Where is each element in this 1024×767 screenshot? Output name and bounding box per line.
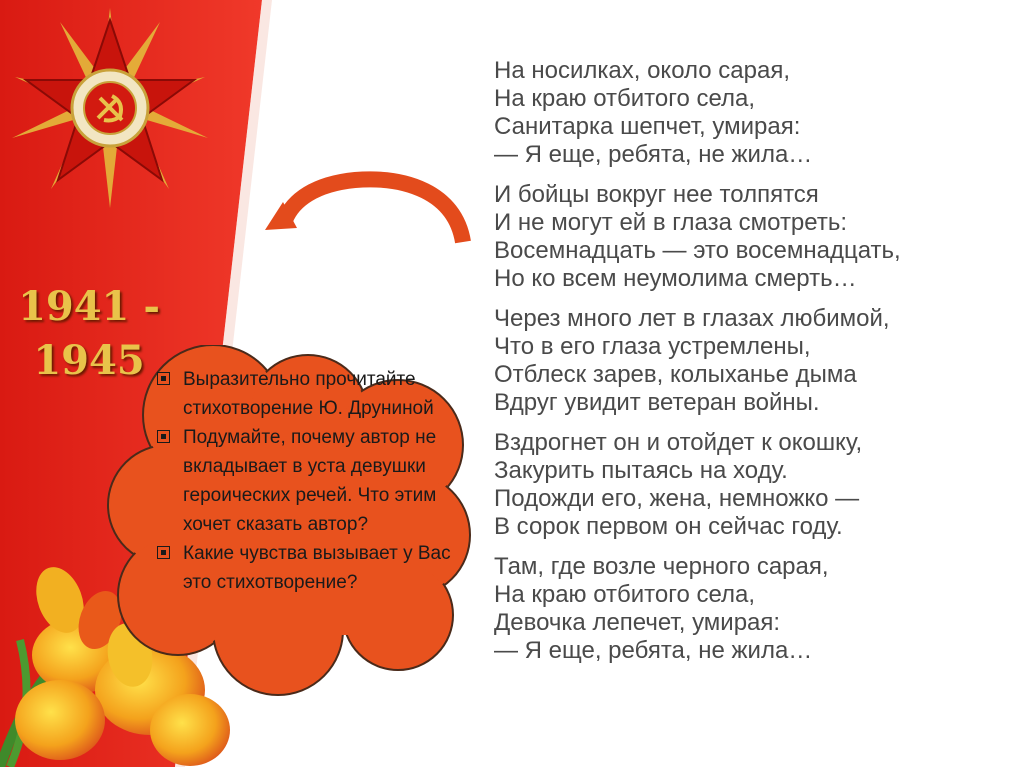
- poem-line: Закурить пытаясь на ходу.: [494, 457, 788, 484]
- poem-line: И бойцы вокруг нее толпятся: [494, 181, 819, 208]
- task-list: [155, 365, 455, 597]
- poem-line: Вздрогнет он и отойдет к окошку,: [494, 429, 863, 456]
- poem-line: Санитарка шепчет, умирая:: [494, 113, 801, 140]
- year-end: 1945: [33, 337, 145, 384]
- poem-line: Восемнадцать — это восемнадцать,: [494, 237, 901, 264]
- checkbox-bullet-icon: [157, 430, 170, 443]
- poem-stanza: [494, 553, 1014, 665]
- checkbox-bullet-icon: [157, 372, 170, 385]
- poem-line: Отблеск зарев, колыханье дыма: [494, 361, 857, 388]
- poem-line: Но ко всем неумолима смерть…: [494, 265, 857, 292]
- poem-stanza: [494, 57, 1014, 169]
- poem-line: — Я еще, ребята, не жила…: [494, 141, 813, 168]
- order-star-icon: [0, 0, 240, 240]
- poem-line: Девочка лепечет, умирая:: [494, 609, 781, 636]
- year-start: 1941 -: [18, 283, 160, 330]
- poem-line: На краю отбитого села,: [494, 85, 756, 112]
- checkbox-bullet-icon: [157, 546, 170, 559]
- task-item: Выразительно прочитайте стихотворение Ю. Друниной: [155, 365, 455, 423]
- poem-line: Там, где возле черного сарая,: [494, 553, 829, 580]
- poem-line: На краю отбитого села,: [494, 581, 756, 608]
- poem-line: Вдруг увидит ветеран войны.: [494, 389, 820, 416]
- task-item: Какие чувства вызывает у Вас это стихотворение?: [155, 539, 455, 597]
- poem-line: Что в его глаза устремлены,: [494, 333, 811, 360]
- curved-arrow-icon: [255, 170, 480, 250]
- poem-line: И не могут ей в глаза смотреть:: [494, 209, 847, 236]
- poem-line: В сорок первом он сейчас году.: [494, 513, 843, 540]
- poem: [494, 57, 1014, 677]
- task-item: Подумайте, почему автор не вкладывает в уста девушки героических речей. Что этим хочет сказать автор?: [155, 423, 455, 539]
- poem-line: На носилках, около сарая,: [494, 57, 791, 84]
- poem-line: Подожди его, жена, немножко —: [494, 485, 860, 512]
- poem-stanza: [494, 181, 1014, 293]
- poem-stanza: [494, 429, 1014, 541]
- poem-line: Через много лет в глазах любимой,: [494, 305, 890, 332]
- poem-stanza: [494, 305, 1014, 417]
- poem-line: — Я еще, ребята, не жила…: [494, 637, 813, 664]
